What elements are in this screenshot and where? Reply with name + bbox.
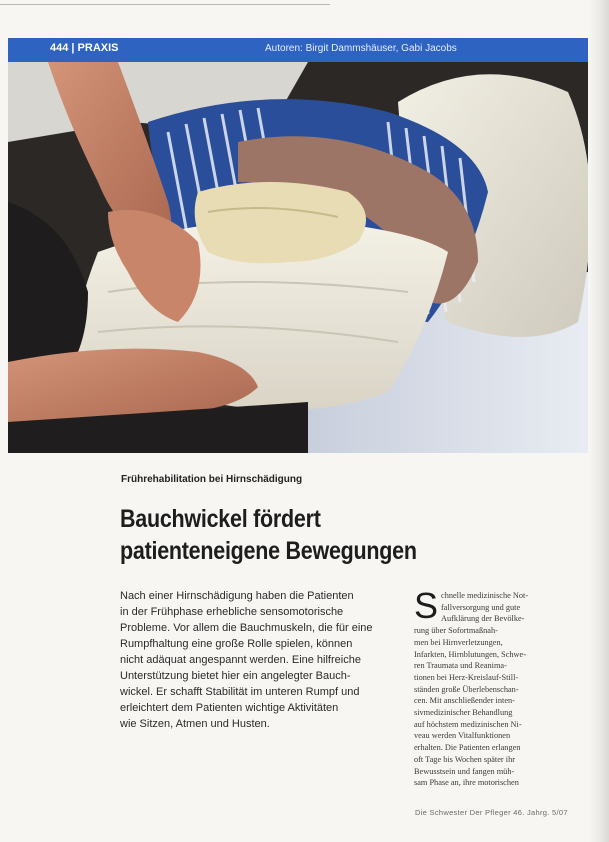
body-line: ren Traumata und Reanima- [414, 661, 507, 671]
body-line: chnelle medizinische Not- [441, 591, 529, 600]
body-line: oft Tage bis Wochen später ihr [414, 754, 515, 764]
article-kicker: Frührehabilitation bei Hirnschädigung [121, 474, 303, 485]
lead-line: Nach einer Hirnschädigung haben die Patienten [120, 590, 354, 602]
body-line: auf höchstem medizinischen Ni- [414, 719, 522, 729]
lead-line: wickel. Er schafft Stabilität im unteren Rumpf und [120, 686, 360, 698]
lead-line: Unterstützung bietet hier ein angelegter Bauch- [120, 670, 351, 682]
body-line: sam Phase an, ihre motorischen [414, 778, 519, 788]
body-line: fallversorgung und gute [441, 602, 521, 612]
body-line: rung über Sofortmaßnah- [414, 626, 498, 636]
lead-line: Probleme. Vor allem die Bauchmuskeln, die für eine [120, 622, 373, 634]
body-line: erhalten. Die Patienten erlangen [414, 743, 521, 753]
body-line: men bei Hirnverletzungen, [414, 637, 503, 647]
top-rule [0, 4, 330, 5]
lead-line: nicht adäquat angespannt werden. Eine hilfreiche [120, 654, 361, 666]
article-photo [8, 62, 588, 453]
spine-shadow [589, 0, 609, 842]
body-line: sivmedizinischer Behandlung [414, 708, 513, 718]
photo-patient-abdominal-wrap-icon [8, 62, 588, 453]
body-line: tionen bei Herz-Kreislauf-Still- [414, 672, 519, 682]
body-line: veau werden Vitalfunktionen [414, 731, 511, 741]
body-line: Aufklärung der Bevölke- [441, 614, 525, 624]
section-label: 444 | PRAXIS [50, 42, 119, 54]
lead-line: Rumpfhaltung eine große Rolle spielen, können [120, 638, 353, 650]
drop-cap: S [414, 585, 439, 626]
article-lead [120, 588, 410, 732]
article-body-column [414, 585, 557, 789]
body-line: Infarkten, Hirnblutungen, Schwe- [414, 649, 526, 659]
body-line: Bewusstsein und fangen müh- [414, 766, 515, 776]
lead-line: in der Frühphase erhebliche sensomotorische [120, 606, 344, 618]
body-line: ständen große Überlebenschan- [414, 684, 519, 694]
headline-line: Bauchwickel fördert [120, 505, 321, 533]
article-headline [120, 503, 498, 567]
body-line: cen. Mit anschließender inten- [414, 696, 515, 706]
headline-line: patienteneigene Bewegungen [120, 537, 417, 565]
authors-line: Autoren: Birgit Dammshäuser, Gabi Jacobs [265, 43, 457, 54]
lead-line: wie Sitzen, Atmen und Husten. [120, 718, 270, 730]
lead-line: erleichtert dem Patienten wichtige Aktivitäten [120, 702, 339, 714]
page-footer: Die Schwester Der Pfleger 46. Jahrg. 5/07 [415, 808, 568, 817]
